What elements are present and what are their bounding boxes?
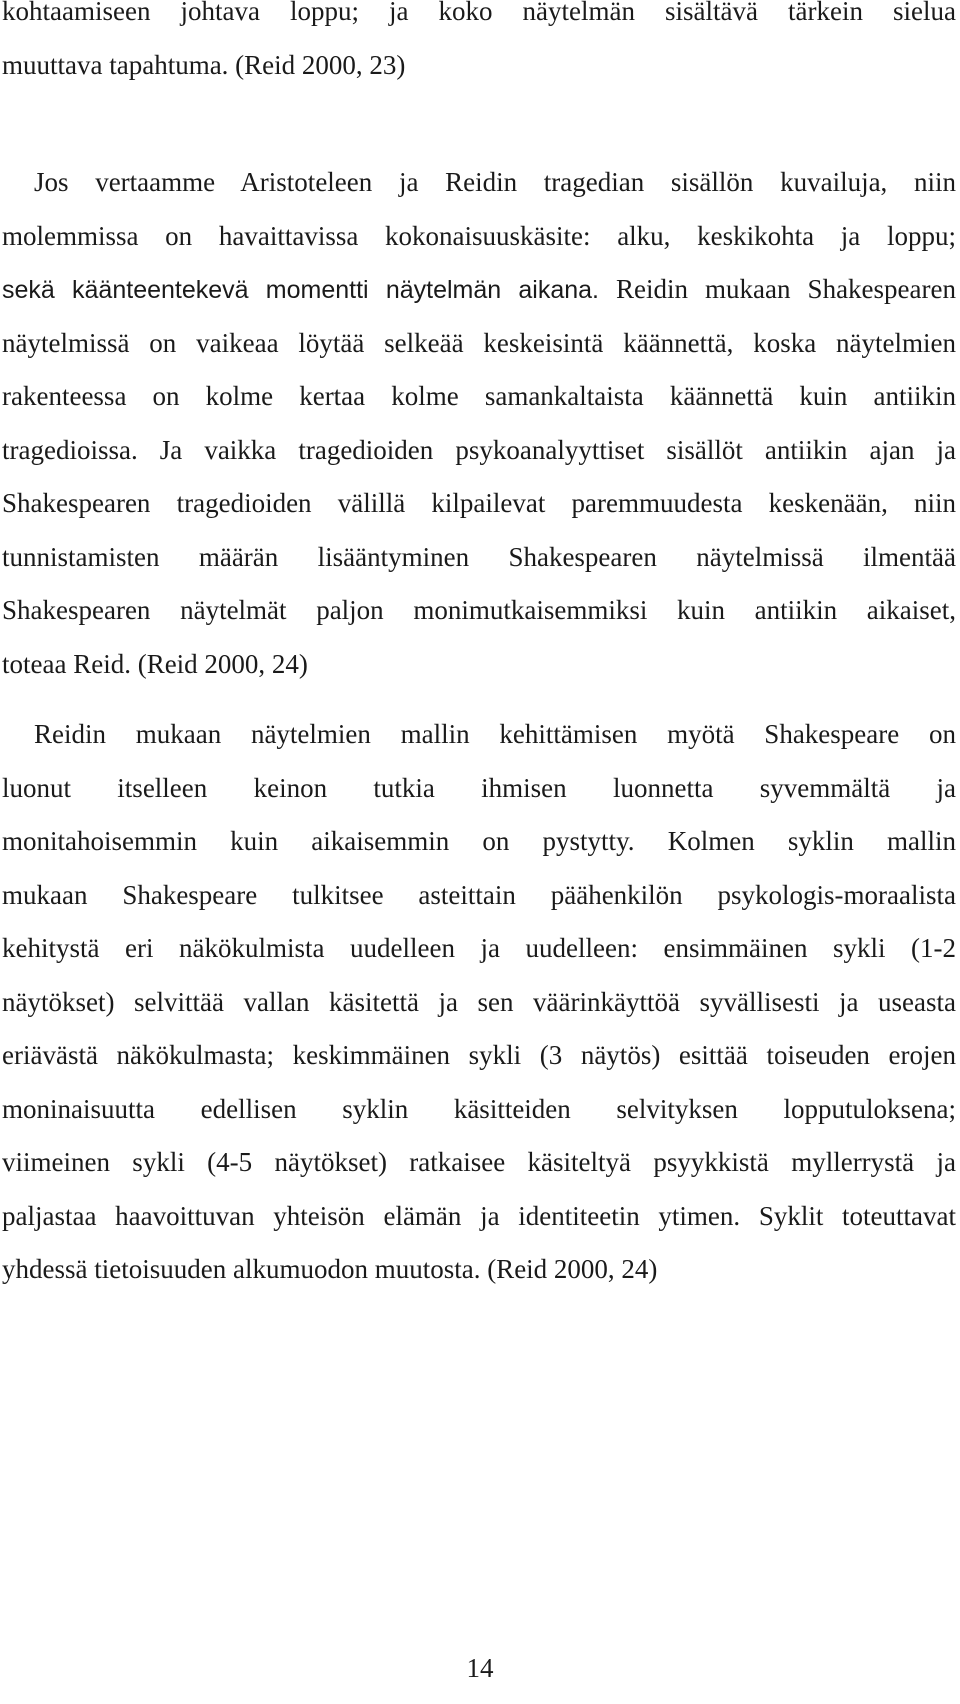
- page-number: 14: [466, 1653, 494, 1683]
- text-line: kehitystä eri näkökulmista uudelleen ja uudelleen: ensimmäinen sykli (1-2: [2, 933, 956, 963]
- text-line: tunnistamisten määrän lisääntyminen Shakespearen näytelmissä ilmentää: [2, 541, 956, 572]
- text-line: Shakespearen tragedioiden välillä kilpailevat paremmuudesta keskenään, niin: [2, 488, 956, 518]
- text-run-sans: sekä käänteentekevä momentti näytelmän aikana.: [2, 276, 599, 304]
- paragraph-comparison: [2, 156, 956, 691]
- text-line: eriävästä näkökulmasta; keskimmäinen sykli (3 näytös) esittää toiseuden erojen: [2, 1040, 956, 1070]
- text-run-serif: tragedioissa.: [2, 434, 138, 465]
- text-line: muuttava tapahtuma. (Reid 2000, 23): [2, 49, 406, 80]
- paragraph-continuation: [2, 0, 956, 92]
- text-line: viimeinen sykli (4-5 näytökset) ratkaisee käsiteltyä psyykkistä myllerrystä ja: [2, 1147, 956, 1177]
- paragraph-three-cycle-model: [2, 708, 956, 1297]
- text-line: rakenteessa on kolme kertaa kolme samankaltaista käännettä kuin antiikin: [2, 381, 956, 411]
- text-line: toteaa Reid. (Reid 2000, 24): [2, 648, 308, 679]
- text-line: yhdessä tietoisuuden alkumuodon muutosta. (Reid 2000, 24): [2, 1254, 658, 1284]
- text-line: luonut itselleen keinon tutkia ihmisen luonnetta syvemmältä ja: [2, 772, 956, 803]
- text-line: moninaisuutta edellisen syklin käsitteiden selvityksen lopputuloksena;: [2, 1093, 956, 1124]
- text-line: näytökset) selvittää vallan käsitettä ja sen väärinkäyttöä syvällisesti ja useasta: [2, 986, 956, 1017]
- text-line: paljastaa haavoittuvan yhteisön elämän ja identiteetin ytimen. Syklit toteuttavat: [2, 1200, 956, 1231]
- text-line: [2, 263, 956, 317]
- text-line: monitahoisemmin kuin aikaisemmin on pystytty. Kolmen syklin mallin: [2, 826, 956, 856]
- text-line: [2, 424, 956, 478]
- text-line: Reidin mukaan näytelmien mallin kehittämisen myötä Shakespeare on: [34, 719, 956, 749]
- text-line: näytelmissä on vaikeaa löytää selkeää keskeisintä käännettä, koska näytelmien: [2, 327, 956, 358]
- text-run-serif: Ja vaikka tragedioiden psykoanalyyttiset sisällöt antiikin ajan ja: [137, 434, 956, 465]
- text-line: Shakespearen näytelmät paljon monimutkaisemmiksi kuin antiikin aikaiset,: [2, 595, 956, 625]
- text-line: kohtaamiseen johtava loppu; ja koko näytelmän sisältävä tärkein sielua: [2, 0, 956, 26]
- text-line: mukaan Shakespeare tulkitsee asteittain päähenkilön psykologis-moraalista: [2, 879, 956, 910]
- text-run-serif: Reidin mukaan Shakespearen: [599, 274, 956, 304]
- text-line: Jos vertaamme Aristoteleen ja Reidin tragedian sisällön kuvailuja, niin: [34, 167, 956, 197]
- text-line: molemmissa on havaittavissa kokonaisuuskäsite: alku, keskikohta ja loppu;: [2, 220, 956, 251]
